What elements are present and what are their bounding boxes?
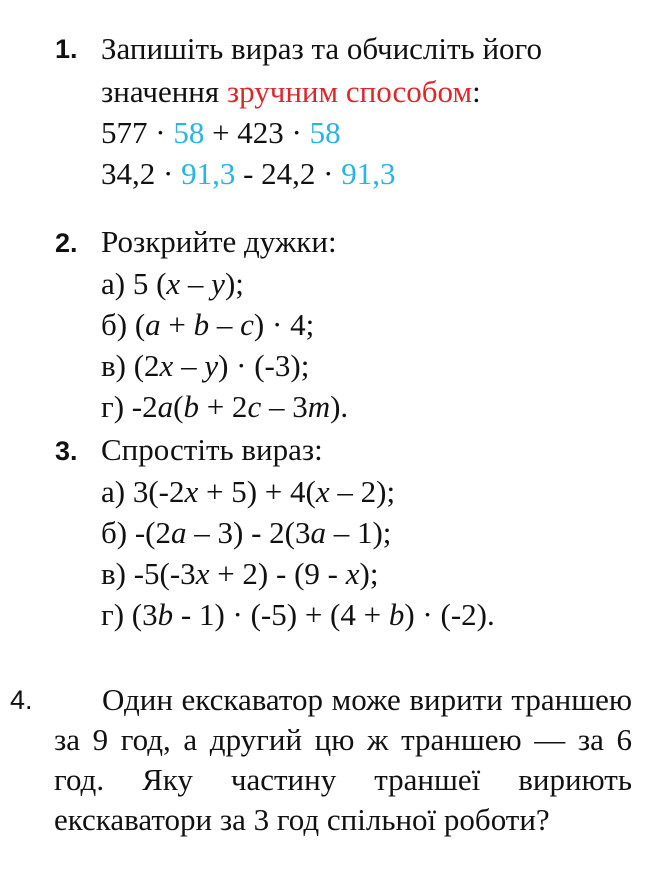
text: в) (2 (101, 348, 160, 383)
expression-2 (101, 158, 395, 189)
task-3-item-a (101, 476, 395, 507)
task-3-title: Спростіть вираз: (101, 432, 323, 467)
task-2-title: Розкрийте дужки: (101, 224, 337, 259)
text: ) · (-2). (404, 597, 495, 632)
text: – 3 (261, 389, 308, 424)
text: ) · 4; (253, 307, 315, 342)
task-number: 1. (55, 34, 78, 64)
common-factor: 91,3 (181, 156, 236, 191)
highlighted-phrase: зручним способом (226, 74, 473, 109)
task-3-item-b (101, 517, 391, 548)
text: а) 5 ( (101, 266, 167, 301)
task-1-statement-line-1: Запишіть вираз та обчисліть його (101, 31, 542, 66)
variable: x (159, 348, 174, 383)
text: г) -2 (101, 389, 158, 424)
task-3-item-c (101, 558, 378, 589)
variable: c (240, 307, 254, 342)
text: ) · (-3); (218, 348, 310, 383)
text: ); (359, 556, 379, 591)
expression-part: 34,2 · (101, 156, 182, 191)
variable: m (307, 389, 331, 424)
text: а) 3(-2 (101, 474, 185, 509)
variable: b (388, 597, 405, 632)
text: – (180, 266, 212, 301)
variable: y (211, 266, 225, 301)
task-number: 3. (55, 436, 78, 466)
text: ). (330, 389, 349, 424)
text: – 2); (329, 474, 396, 509)
task-2-item-a (101, 268, 244, 299)
text: + (160, 307, 194, 342)
common-factor: 91,3 (341, 156, 396, 191)
expression-part: - 24,2 · (235, 156, 342, 191)
expression-part: + 423 · (204, 115, 310, 150)
variable: x (195, 556, 210, 591)
text: – 3) - 2(3 (186, 515, 311, 550)
variable: x (184, 474, 199, 509)
text: в) -5(-3 (101, 556, 196, 591)
text: б) ( (101, 307, 146, 342)
common-factor: 58 (309, 115, 341, 150)
task-3-item-d (101, 599, 495, 630)
text: + 5) + 4( (198, 474, 316, 509)
variable: b (157, 597, 174, 632)
variable: x (166, 266, 181, 301)
expression-part: 577 · (101, 115, 174, 150)
statement-text: значення (101, 74, 227, 109)
text: - 1) · (-5) + (4 + (173, 597, 389, 632)
variable: b (183, 389, 199, 424)
text: – (209, 307, 241, 342)
text: ( (173, 389, 184, 424)
variable: y (204, 348, 219, 383)
statement-text: : (472, 74, 481, 109)
variable: a (171, 515, 187, 550)
text: г) (3 (101, 597, 158, 632)
variable: a (145, 307, 161, 342)
task-4-word-problem: Один екскаватор може вирити траншею за 9 год, а другий цю ж траншею — за 6 год. Яку частину траншеї вириють екскаватори за 3 год спільної роботи? (54, 682, 632, 837)
task-2-item-c (101, 350, 309, 381)
variable: x (315, 474, 330, 509)
text: – (173, 348, 205, 383)
task-2-item-b (101, 309, 314, 340)
task-number: 2. (55, 228, 78, 258)
task-1-statement-line-2 (101, 76, 481, 107)
variable: c (247, 389, 262, 424)
text: – 1); (325, 515, 392, 550)
variable: x (345, 556, 360, 591)
text: + 2) - (9 - (209, 556, 346, 591)
task-number: 4. (10, 685, 33, 715)
text: + 2 (198, 389, 248, 424)
variable: a (157, 389, 174, 424)
variable: a (310, 515, 326, 550)
variable: b (193, 307, 210, 342)
common-factor: 58 (173, 115, 205, 150)
expression-1 (101, 117, 341, 148)
text: б) -(2 (101, 515, 171, 550)
task-2-item-d (101, 391, 348, 422)
text: ); (224, 266, 244, 301)
